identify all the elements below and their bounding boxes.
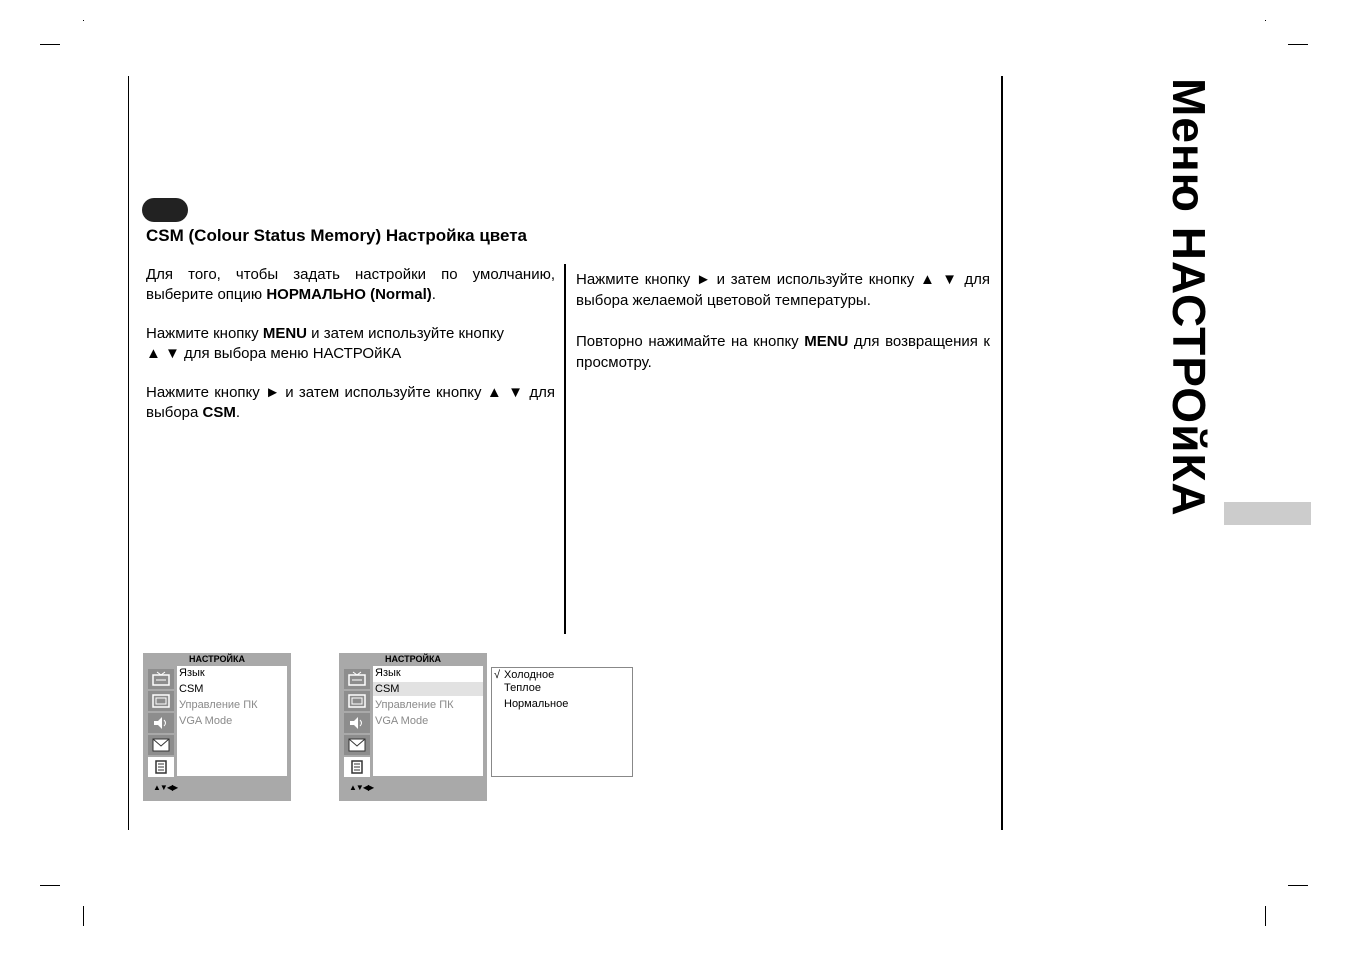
right-column — [576, 269, 990, 392]
right-border-line — [1001, 76, 1003, 830]
menu-item-vga-mode[interactable]: VGA Mode — [179, 715, 233, 727]
menu-item-language[interactable]: Язык — [375, 667, 401, 679]
setup-icon — [148, 757, 174, 777]
column-divider — [564, 264, 566, 634]
check-icon: √ — [494, 669, 501, 681]
time-icon — [148, 735, 174, 755]
paragraph-return: Повторно нажимайте на кнопку MENU для возвращения к просмотру. — [576, 333, 990, 371]
sound-icon — [148, 713, 174, 733]
crop-mark — [40, 885, 60, 886]
tv-icon — [148, 669, 174, 689]
csm-submenu — [491, 667, 633, 777]
section-badge — [142, 198, 188, 222]
menu-key-label: MENU — [804, 333, 849, 350]
menu-item-language[interactable]: Язык — [179, 667, 205, 679]
menu-item-vga-mode[interactable]: VGA Mode — [375, 715, 429, 727]
crop-dot — [83, 20, 84, 21]
section-title: CSM (Colour Status Memory) Настройка цвета — [146, 226, 528, 245]
option-cool[interactable]: Холодное — [504, 669, 555, 681]
left-column — [146, 265, 555, 442]
option-normal[interactable]: Нормальное — [504, 698, 569, 710]
menu-item-csm[interactable]: CSM — [179, 683, 204, 695]
right-arrow-icon: ► — [265, 384, 280, 401]
menu-item-pc-control[interactable]: Управление ПК — [179, 699, 258, 711]
menu-key-label: MENU — [262, 325, 307, 342]
crop-mark — [1288, 44, 1308, 45]
right-arrow-icon: ► — [696, 271, 711, 288]
osd-nav-hint: ▲▼◀▶ — [153, 783, 178, 792]
crop-mark — [83, 906, 84, 926]
paragraph-select-temperature: Нажмите кнопку ► и затем используйте кнопку ▲ ▼ для выбора желаемой цветовой температуры. — [576, 271, 991, 309]
crop-mark — [1265, 906, 1266, 926]
normal-option-label: НОРМАЛЬНО (Normal) — [266, 286, 432, 303]
up-down-arrows-icon: ▲ ▼ — [486, 384, 525, 401]
paragraph-menu: Нажмите кнопку MENU и затем используйте кнопку ▲ ▼ для выбора меню НАСТРОйКА — [146, 325, 505, 362]
paragraph-select-csm: Нажмите кнопку ► и затем используйте кнопку ▲ ▼ для выбора CSM. — [146, 384, 556, 421]
up-down-arrows-icon: ▲ ▼ — [146, 345, 180, 362]
menu-item-pc-control[interactable]: Управление ПК — [375, 699, 454, 711]
side-tab — [1224, 502, 1311, 525]
osd-item-panel — [373, 666, 483, 776]
picture-icon — [344, 691, 370, 711]
tv-icon — [344, 669, 370, 689]
paragraph-default: Для того, чтобы задать настройки по умолчанию, выберите опцию НОРМАЛЬНО (Normal). — [146, 266, 555, 303]
osd-title: НАСТРОЙКА — [189, 654, 245, 664]
osd-item-panel — [177, 666, 287, 776]
crop-mark — [1288, 885, 1308, 886]
option-warm[interactable]: Теплое — [504, 682, 541, 694]
side-title: Меню НАСТРОйКА — [1163, 78, 1215, 517]
left-border-line — [128, 76, 129, 830]
osd-icon-column — [343, 666, 371, 776]
menu-item-csm-selected[interactable]: CSM — [373, 682, 483, 696]
crop-dot — [1265, 20, 1266, 21]
osd-menu-setup-csm — [339, 653, 487, 801]
up-down-arrows-icon: ▲ ▼ — [920, 271, 959, 288]
crop-mark — [40, 44, 60, 45]
time-icon — [344, 735, 370, 755]
setup-icon — [344, 757, 370, 777]
osd-menu-setup — [143, 653, 291, 801]
osd-icon-column — [147, 666, 175, 776]
picture-icon — [148, 691, 174, 711]
csm-label: CSM — [202, 404, 236, 421]
sound-icon — [344, 713, 370, 733]
osd-nav-hint: ▲▼◀▶ — [349, 783, 374, 792]
osd-title: НАСТРОЙКА — [385, 654, 441, 664]
